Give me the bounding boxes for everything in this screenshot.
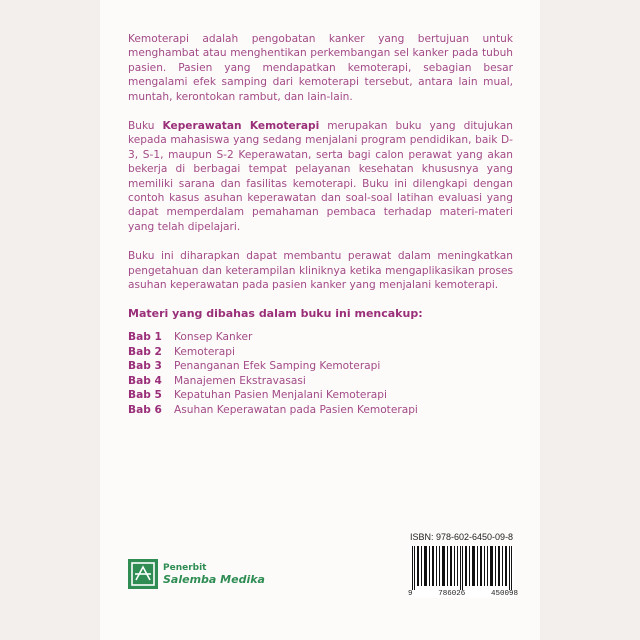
book-title: Keperawatan Kemoterapi: [162, 120, 320, 133]
barcode-digit-group: 450098: [490, 590, 518, 598]
paragraph-goal: Buku ini diharapkan dapat membantu perawat dalam meningkatkan pengetahuan dan keterampilan kliniknya ketika mengaplikasikan proses asuhan keperawatan pada pasien kanker yang menjalani kemoterapi.: [128, 250, 513, 292]
chapter-title: Konsep Kanker: [174, 330, 253, 343]
chapter-number: Bab 5: [128, 389, 162, 402]
chapter-item: [128, 359, 513, 374]
chapter-number: Bab 6: [128, 403, 162, 416]
isbn-label: ISBN: 978-602-6450-09-8: [410, 532, 514, 542]
chapter-title: Manajemen Ekstravasasi: [174, 374, 306, 387]
paragraph-intro: Kemoterapi adalah pengobatan kanker yang bertujuan untuk menghambat atau menghentikan perkembangan sel kanker pada tubuh pasien. Pasien yang mendapatkan kemoterapi, sebagian besar mengalami efek samping dari kemoterapi tersebut, antara lain mual, muntah, kerontokan rambut, dan lain-lain.: [128, 33, 513, 103]
paragraph-prefix: Buku: [128, 120, 163, 133]
chapter-number: Bab 3: [128, 360, 162, 373]
paragraph-book-purpose: [128, 119, 513, 234]
publisher-name: [163, 562, 265, 586]
chapter-item: [128, 374, 513, 389]
chapter-title: Kepatuhan Pasien Menjalani Kemoterapi: [174, 389, 387, 402]
publisher-brand: Salemba Medika: [163, 573, 265, 586]
chapter-list: [128, 330, 513, 418]
chapter-item: [128, 345, 513, 360]
chapter-number: Bab 4: [128, 374, 162, 387]
chapter-title: Asuhan Keperawatan pada Pasien Kemoterapi: [174, 403, 418, 416]
publisher-logo-icon: [128, 559, 158, 589]
publisher: [128, 558, 265, 590]
chapter-title: Kemoterapi: [174, 345, 235, 358]
barcode-digit-group: 9: [408, 590, 413, 598]
publisher-label: Penerbit: [163, 563, 207, 573]
back-cover: [100, 0, 540, 640]
barcode-digits: [408, 590, 518, 598]
chapter-number: Bab 2: [128, 345, 162, 358]
topics-heading: Materi yang dibahas dalam buku ini mencakup:: [128, 306, 423, 320]
chapter-title: Penanganan Efek Samping Kemoterapi: [174, 360, 381, 373]
paragraph-rest: merupakan buku yang ditujukan kepada mahasiswa yang sedang menjalani program pendidikan, baik D-3, S-1, maupun S-2 Keperawatan, serta bagi calon perawat yang akan bekerja di berbagai tempat pelayanan kesehatan khususnya yang memiliki sarana dan fasilitas kemoterapi. Buku ini dilengkapi dengan contoh kasus asuhan keperawatan dan soal-soal latihan evaluasi yang dapat memperdalam pemahaman pembaca terhadap materi-materi yang telah dipelajari.: [128, 120, 513, 233]
barcode-digit-group: 786026: [438, 590, 466, 598]
chapter-item: [128, 330, 513, 345]
chapter-item: [128, 388, 513, 403]
chapter-number: Bab 1: [128, 330, 162, 343]
cover-text: [128, 32, 513, 417]
chapter-item: [128, 403, 513, 418]
